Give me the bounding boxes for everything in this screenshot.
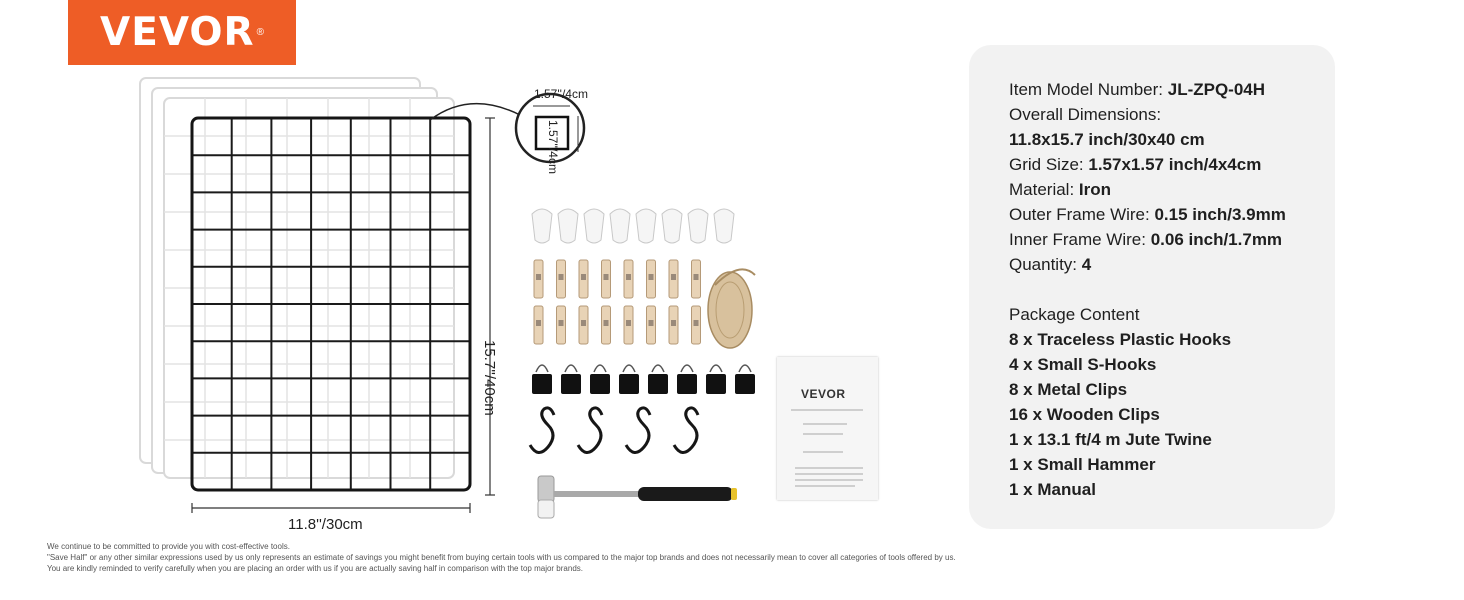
dimensions-value: 11.8x15.7 inch/30x40 cm (1009, 130, 1205, 149)
package-item: 8 x Traceless Plastic Hooks (1009, 330, 1232, 349)
package-item: 4 x Small S-Hooks (1009, 355, 1157, 374)
model-number-row: Item Model Number: JL-ZPQ-04H (1009, 80, 1266, 99)
grid-cell-height-label: 1.57''/4cm (546, 120, 560, 174)
grid-cell-width-label: 1.57''/4cm (534, 87, 588, 101)
outer-wire-row: Outer Frame Wire: 0.15 inch/3.9mm (1009, 205, 1286, 224)
small-hammer (538, 476, 737, 518)
plastic-hooks (532, 209, 734, 243)
vevor-logo (68, 0, 296, 65)
material-row: Material: Iron (1009, 180, 1112, 199)
inner-wire-row: Inner Frame Wire: 0.06 inch/1.7mm (1009, 230, 1283, 249)
metal-clips (532, 365, 755, 394)
manual-booklet (777, 357, 878, 500)
disclaimer (47, 541, 956, 574)
manual-logo: VEVOR (801, 387, 846, 401)
logo-text: VEVOR (100, 10, 255, 55)
grid-size-row: Grid Size: 1.57x1.57 inch/4x4cm (1009, 155, 1262, 174)
package-item: 1 x Manual (1009, 480, 1096, 499)
wooden-clips (534, 260, 701, 344)
width-dimension-label: 11.8''/30cm (288, 516, 363, 533)
package-item: 16 x Wooden Clips (1009, 405, 1160, 424)
white-grid-panels (140, 78, 454, 478)
quantity-row: Quantity: 4 (1009, 255, 1092, 274)
disclaimer-line: We continue to be committed to provide you with cost-effective tools. (47, 542, 290, 551)
package-item: 8 x Metal Clips (1009, 380, 1128, 399)
dimensions-label: Overall Dimensions: (1009, 105, 1162, 124)
package-item: 1 x Small Hammer (1009, 455, 1156, 474)
s-hooks (530, 408, 698, 453)
registered-mark: ® (256, 27, 264, 38)
package-heading: Package Content (1009, 305, 1140, 324)
disclaimer-line: You are kindly reminded to verify carefully when you are placing an order with us if you are actually saving half in comparison with the top major brands. (47, 564, 583, 573)
height-dimension-label: 15.7''/40cm (481, 340, 498, 416)
spec-list (1009, 77, 1286, 502)
disclaimer-line: "Save Half" or any other similar expressions used by us only represents an estimate of savings you might benefit from buying certain tools with us compared to the major top brands and does not necessarily mean to cover all categories of tools offered by us. (47, 553, 956, 562)
package-item: 1 x 13.1 ft/4 m Jute Twine (1009, 430, 1212, 449)
jute-twine (708, 269, 755, 348)
